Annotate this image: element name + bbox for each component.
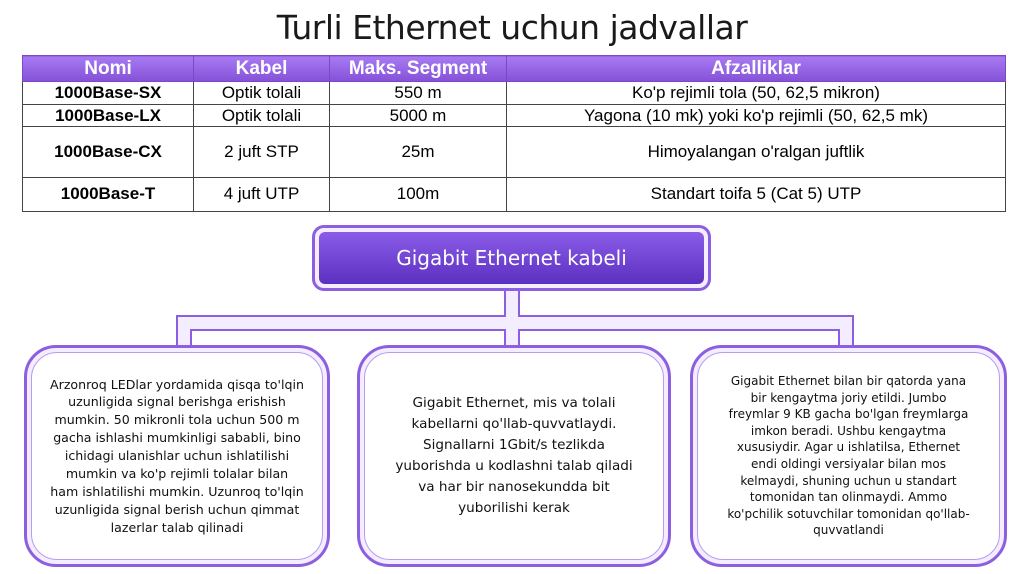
header-nomi: Nomi bbox=[23, 56, 194, 82]
cell-name: 1000Base-T bbox=[23, 177, 194, 211]
cell-advantages: Yagona (10 mk) yoki ko'p rejimli (50, 62,5 mk) bbox=[507, 104, 1006, 127]
hub-label: Gigabit Ethernet kabeli bbox=[319, 232, 704, 284]
cell-cable: Optik tolali bbox=[194, 104, 330, 127]
page-title: Turli Ethernet uchun jadvallar bbox=[276, 8, 748, 47]
info-box-text: Gigabit Ethernet, mis va tolali kabellarni qo'llab-quvvatlaydi. Signallarni 1Gbit/s tezlikda yuborishda u kodlashni talab qiladi va har bir nanosekundda bit yuborilishi kerak bbox=[364, 352, 664, 560]
cell-advantages: Himoyalangan o'ralgan juftlik bbox=[507, 127, 1006, 178]
cell-segment: 100m bbox=[330, 177, 507, 211]
cell-segment: 25m bbox=[330, 127, 507, 178]
cell-name: 1000Base-LX bbox=[23, 104, 194, 127]
cell-advantages: Standart toifa 5 (Cat 5) UTP bbox=[507, 177, 1006, 211]
cell-cable: Optik tolali bbox=[194, 82, 330, 105]
info-box-encoding bbox=[357, 345, 671, 567]
header-maks-segment: Maks. Segment bbox=[330, 56, 507, 82]
cell-advantages: Ko'p rejimli tola (50, 62,5 mikron) bbox=[507, 82, 1006, 105]
header-afzalliklar: Afzalliklar bbox=[507, 56, 1006, 82]
cell-cable: 2 juft STP bbox=[194, 127, 330, 178]
hub-node bbox=[312, 225, 711, 291]
cell-segment: 5000 m bbox=[330, 104, 507, 127]
info-box-text: Arzonroq LEDlar yordamida qisqa to'lqin uzunligida signal berishga erishish mumkin. 50 mikronli tola uchun 500 m gacha ishlashi mumkinligi sababli, bino ichidagi ulanishlar uchun ishlatilishi mumkin va ko'p rejimli tolalar bilan ham ishlatilishi mumkin. Uzunroq to'lqin uzunligida signal berish uchun qimmat lazerlar talab qilinadi bbox=[31, 352, 323, 560]
cell-cable: 4 juft UTP bbox=[194, 177, 330, 211]
info-box-jumbo-frames bbox=[690, 345, 1007, 567]
info-box-led bbox=[24, 345, 330, 567]
cell-name: 1000Base-SX bbox=[23, 82, 194, 105]
cell-name: 1000Base-CX bbox=[23, 127, 194, 178]
info-box-text: Gigabit Ethernet bilan bir qatorda yana bir kengaytma joriy etildi. Jumbo freymlar 9 KB gacha bo'lgan freymlarga imkon beradi. Ushbu kengaytma xususiydir. Agar u ishlatilsa, Ethernet endi oldingi versiyalar bilan mos kelmaydi, shuning uchun u standart tomonidan tan olinmaydi. Ammo ko'pchilik sotuvchilar tomonidan qo'llab-quvvatlandi bbox=[697, 352, 1000, 560]
header-kabel: Kabel bbox=[194, 56, 330, 82]
cell-segment: 550 m bbox=[330, 82, 507, 105]
